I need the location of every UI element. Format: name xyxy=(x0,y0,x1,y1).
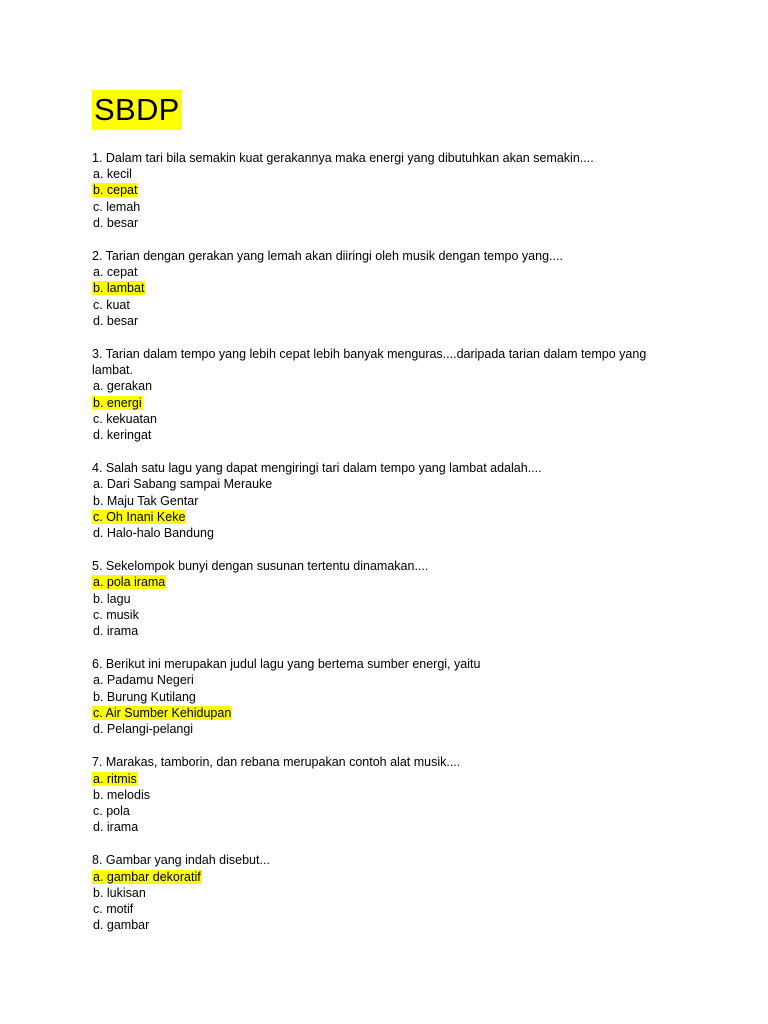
question-text: 2. Tarian dengan gerakan yang lemah akan diiringi oleh musik dengan tempo yang.... xyxy=(92,249,563,264)
question-8 xyxy=(92,852,692,933)
answer-option xyxy=(92,264,692,280)
option-label: c. kekuatan xyxy=(93,411,157,426)
option-label: b. Burung Kutilang xyxy=(93,689,196,704)
option-label: a. Padamu Negeri xyxy=(93,673,194,688)
answer-option xyxy=(92,917,692,933)
answer-option xyxy=(92,525,692,541)
option-label: b. lambat xyxy=(93,281,145,296)
question-5 xyxy=(92,558,692,639)
option-label: d. besar xyxy=(93,215,139,230)
option-label: a. ritmis xyxy=(93,771,137,786)
answer-option xyxy=(92,689,692,705)
option-label: c. pola xyxy=(93,803,130,818)
document-page xyxy=(92,90,692,950)
answer-option xyxy=(92,411,692,427)
answer-option xyxy=(92,819,692,835)
option-label: a. cepat xyxy=(93,265,138,280)
answer-option xyxy=(92,787,692,803)
question-list xyxy=(92,150,692,933)
answer-option xyxy=(92,427,692,443)
question-text: 4. Salah satu lagu yang dapat mengiringi tari dalam tempo yang lambat adalah.... xyxy=(92,461,542,476)
option-label: b. lagu xyxy=(93,591,131,606)
answer-option xyxy=(92,493,692,509)
answer-option xyxy=(92,607,692,623)
option-label: b. lukisan xyxy=(93,885,146,900)
option-label: c. motif xyxy=(93,901,134,916)
answer-option-highlighted xyxy=(92,280,692,296)
option-label: d. irama xyxy=(93,624,139,639)
answer-option xyxy=(92,672,692,688)
answer-option-highlighted xyxy=(92,509,692,525)
answer-option-highlighted xyxy=(92,182,692,198)
answer-option xyxy=(92,199,692,215)
answer-option xyxy=(92,476,692,492)
answer-option xyxy=(92,591,692,607)
answer-option xyxy=(92,215,692,231)
answer-option-highlighted xyxy=(92,395,692,411)
option-label: c. musik xyxy=(93,607,139,622)
option-label: c. Oh Inani Keke xyxy=(93,509,186,524)
option-label: a. gambar dekoratif xyxy=(93,869,201,884)
question-text: 5. Sekelompok bunyi dengan susunan tertentu dinamakan.... xyxy=(92,559,429,574)
option-label: b. energi xyxy=(93,395,142,410)
option-label: a. pola irama xyxy=(93,575,166,590)
option-label: a. gerakan xyxy=(93,379,153,394)
question-2 xyxy=(92,248,692,329)
answer-option xyxy=(92,721,692,737)
question-text: 6. Berikut ini merupakan judul lagu yang bertema sumber energi, yaitu xyxy=(92,657,481,672)
question-3 xyxy=(92,346,692,443)
answer-option-highlighted xyxy=(92,705,692,721)
question-1 xyxy=(92,150,692,231)
question-text: 8. Gambar yang indah disebut... xyxy=(92,853,270,868)
answer-option xyxy=(92,378,692,394)
answer-option-highlighted xyxy=(92,771,692,787)
question-6 xyxy=(92,656,692,737)
answer-option xyxy=(92,166,692,182)
answer-option xyxy=(92,803,692,819)
answer-option-highlighted xyxy=(92,574,692,590)
question-4 xyxy=(92,460,692,541)
option-label: d. gambar xyxy=(93,918,150,933)
option-label: b. cepat xyxy=(93,183,138,198)
option-label: d. besar xyxy=(93,313,139,328)
option-label: b. melodis xyxy=(93,787,150,802)
answer-option-highlighted xyxy=(92,869,692,885)
option-label: b. Maju Tak Gentar xyxy=(93,493,199,508)
question-text: 1. Dalam tari bila semakin kuat gerakannya maka energi yang dibutuhkan akan semakin.... xyxy=(92,151,594,165)
answer-option xyxy=(92,901,692,917)
answer-option xyxy=(92,623,692,639)
option-label: d. Pelangi-pelangi xyxy=(93,722,194,737)
option-label: c. lemah xyxy=(93,199,141,214)
option-label: a. kecil xyxy=(93,167,132,182)
option-label: d. irama xyxy=(93,820,139,835)
question-text: 7. Marakas, tamborin, dan rebana merupakan contoh alat musik.... xyxy=(92,755,461,770)
answer-option xyxy=(92,313,692,329)
question-7 xyxy=(92,754,692,835)
option-label: c. Air Sumber Kehidupan xyxy=(93,705,232,720)
answer-option xyxy=(92,885,692,901)
option-label: c. kuat xyxy=(93,297,130,312)
option-label: d. keringat xyxy=(93,428,152,443)
option-label: a. Dari Sabang sampai Merauke xyxy=(93,477,273,492)
option-label: d. Halo-halo Bandung xyxy=(93,526,214,541)
document-title: SBDP xyxy=(92,90,182,130)
question-text: 3. Tarian dalam tempo yang lebih cepat lebih banyak menguras....daripada tarian dalam tempo yang lambat. xyxy=(92,347,650,378)
answer-option xyxy=(92,297,692,313)
